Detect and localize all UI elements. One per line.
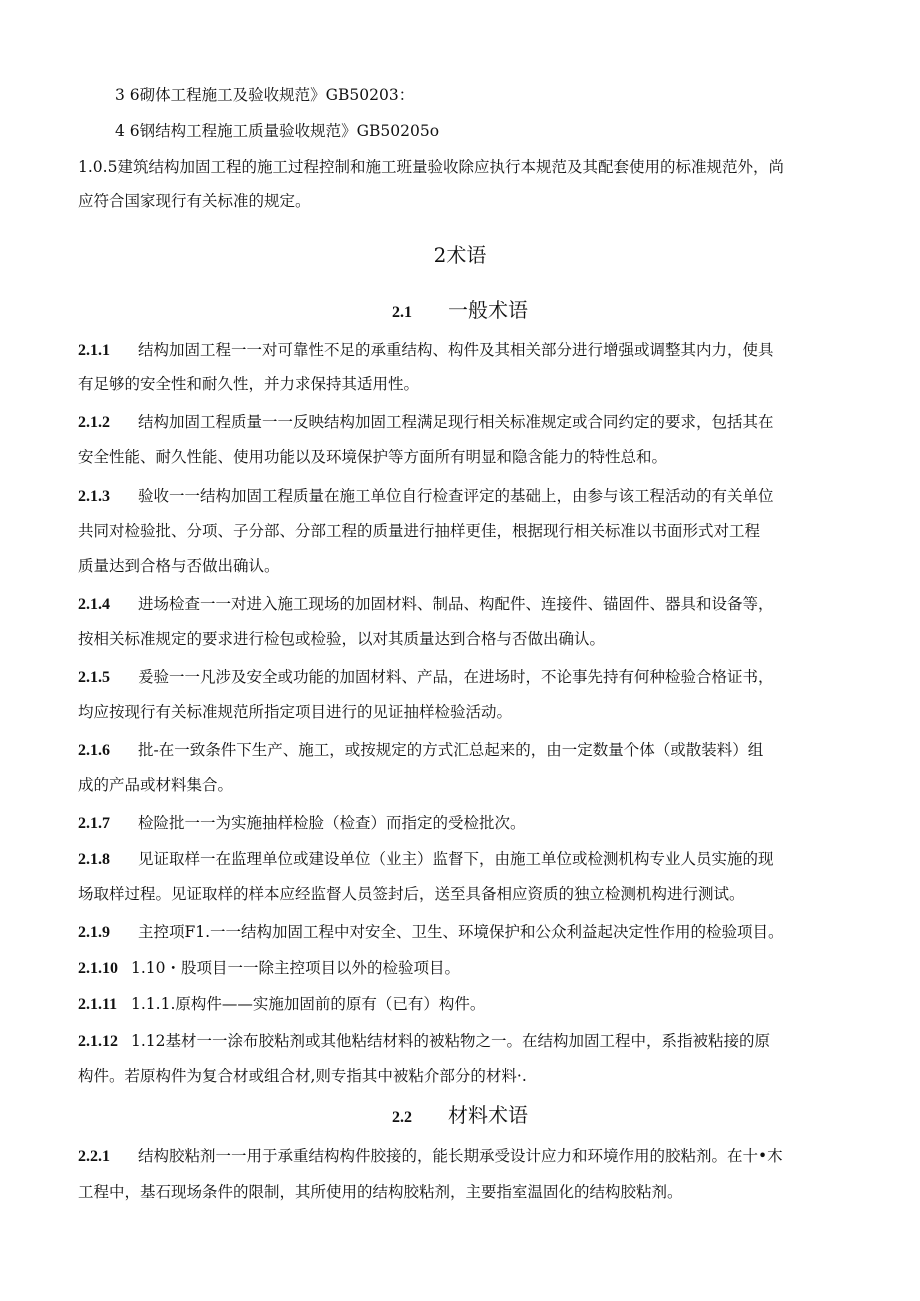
term-2-1-12-line-1 (78, 1030, 848, 1053)
term-2-1-5-line-2: 均应按现行有关标准规范所指定项目进行的见证抽样检验活动。 (78, 703, 513, 721)
term-2-1-5-line-1 (78, 666, 848, 689)
term-2-1-4-line-2: 按相关标准规定的要求进行检包或检验，以对其质量达到合格与否做出确认。 (78, 630, 606, 648)
term-2-1-3-line-1 (78, 485, 848, 508)
term-text: 主控项F1.一一结构加固工程中对安全、卫生、环境保护和公众利益起决定性作用的检验项目。 (138, 923, 784, 941)
term-number: 2.1.4 (78, 596, 110, 613)
term-2-1-7-line-1 (78, 812, 848, 835)
term-number: 2.1.7 (78, 815, 110, 832)
term-text: 结构加固工程一一对可靠性不足的承重结构、构件及其相关部分进行增强或调整其内力，使具 (138, 341, 774, 359)
term-2-1-11-line-1 (78, 993, 848, 1016)
term-text: 批-在一致条件下生产、施工，或按规定的方式汇总起来的，由一定数量个体（或散装料）组 (138, 741, 764, 759)
section-2-2-heading (0, 1101, 920, 1132)
term-number: 2.2.1 (78, 1148, 110, 1165)
term-2-2-1-line-2: 工程中，基石现场条件的限制，其所使用的结构胶粘剂，主要指室温固化的结构胶粘剂。 (78, 1183, 683, 1201)
term-2-1-6-line-2: 成的产品或材料集合。 (78, 776, 234, 794)
term-2-1-2-line-1 (78, 411, 848, 434)
term-text: 1.10・股项目一一除主控项目以外的检验项目。 (131, 959, 461, 977)
term-text: 1.1.1.原构件——实施加固前的原有（已有）构件。 (131, 995, 486, 1013)
term-2-1-3-line-2: 共同对检验批、分项、子分部、分部工程的质量进行抽样更佳，根据现行相关标准以书面形式对工程 (78, 522, 761, 540)
term-2-1-8-line-1 (78, 848, 848, 871)
term-text: 验收一一结构加固工程质量在施工单位自行检查评定的基础上，由参与该工程活动的有关单位 (138, 487, 774, 505)
clause-1-0-5-line-1: 1.0.5建筑结构加固工程的施工过程控制和施工班量验收除应执行本规范及其配套使用的标准规范外，尚 (78, 158, 784, 176)
term-number: 2.1.5 (78, 669, 110, 686)
term-2-1-1-line-2: 有足够的安全性和耐久性，并力求保持其适用性。 (78, 375, 420, 393)
term-2-1-2-line-2: 安全性能、耐久性能、使用功能以及环境保护等方面所有明显和隐含能力的特性总和。 (78, 448, 668, 466)
term-2-1-3-line-3: 质量达到合格与否做出确认。 (78, 557, 280, 575)
term-2-2-1-line-1 (78, 1145, 848, 1168)
reference-item-3: 3 6砌体工程施工及验收规范》GB50203： (115, 86, 415, 104)
term-number: 2.1.6 (78, 742, 110, 759)
term-text: 结构加固工程质量一一反映结构加固工程满足现行相关标准规定或合同约定的要求，包括其在 (138, 413, 774, 431)
section-number: 2.1 (392, 304, 412, 321)
term-2-1-1-line-1 (78, 339, 848, 362)
clause-1-0-5-line-2: 应符合国家现行有关标准的规定。 (78, 192, 311, 210)
term-2-1-10-line-1 (78, 957, 848, 980)
section-number: 2.2 (392, 1109, 412, 1126)
section-2-1-heading (0, 296, 920, 327)
term-number: 2.1.1 (78, 342, 110, 359)
term-2-1-6-line-1 (78, 739, 848, 762)
term-2-1-9-line-1 (78, 921, 848, 944)
term-number: 2.1.10 (78, 960, 118, 977)
term-text: 进场检查一一对进入施工现场的加固材料、制品、构配件、连接件、锚固件、器具和设备等， (138, 595, 774, 613)
term-number: 2.1.8 (78, 851, 110, 868)
term-number: 2.1.11 (78, 996, 118, 1013)
section-title: 材料术语 (448, 1103, 528, 1127)
term-number: 2.1.2 (78, 414, 110, 431)
section-title: 一般术语 (448, 298, 528, 322)
term-2-1-4-line-1 (78, 593, 848, 616)
term-text: 1.12基材一一涂布胶粘剂或其他粘结材料的被粘物之一。在结构加固工程中，系指被粘接的原 (131, 1032, 771, 1050)
chapter-title: 2术语 (433, 243, 487, 267)
term-2-1-12-line-2: 构件。若原构件为复合材或组合材,则专指其中被粘介部分的材料·. (78, 1067, 527, 1085)
term-text: 见证取样一在监理单位或建设单位（业主）监督下，由施工单位或检测机构专业人员实施的现 (138, 850, 774, 868)
term-2-1-8-line-2: 场取样过程。见证取样的样本应经监督人员签封后，送至具备相应资质的独立检测机构进行测试。 (78, 885, 745, 903)
term-text: 结构胶粘剂一一用于承重结构构件胶接的，能长期承受设计应力和环境作用的胶粘剂。在十•木 (138, 1147, 783, 1165)
reference-item-4: 4 6钢结构工程施工质量验收规范》GB50205o (115, 122, 440, 140)
term-text: 检险批一一为实施抽样检脸（检查）而指定的受检批次。 (138, 814, 526, 832)
term-text: 爰验一一凡涉及安全或功能的加固材料、产品，在进场时，不论事先持有何种检验合格证书， (138, 668, 774, 686)
term-number: 2.1.12 (78, 1033, 118, 1050)
term-number: 2.1.9 (78, 924, 110, 941)
term-number: 2.1.3 (78, 488, 110, 505)
